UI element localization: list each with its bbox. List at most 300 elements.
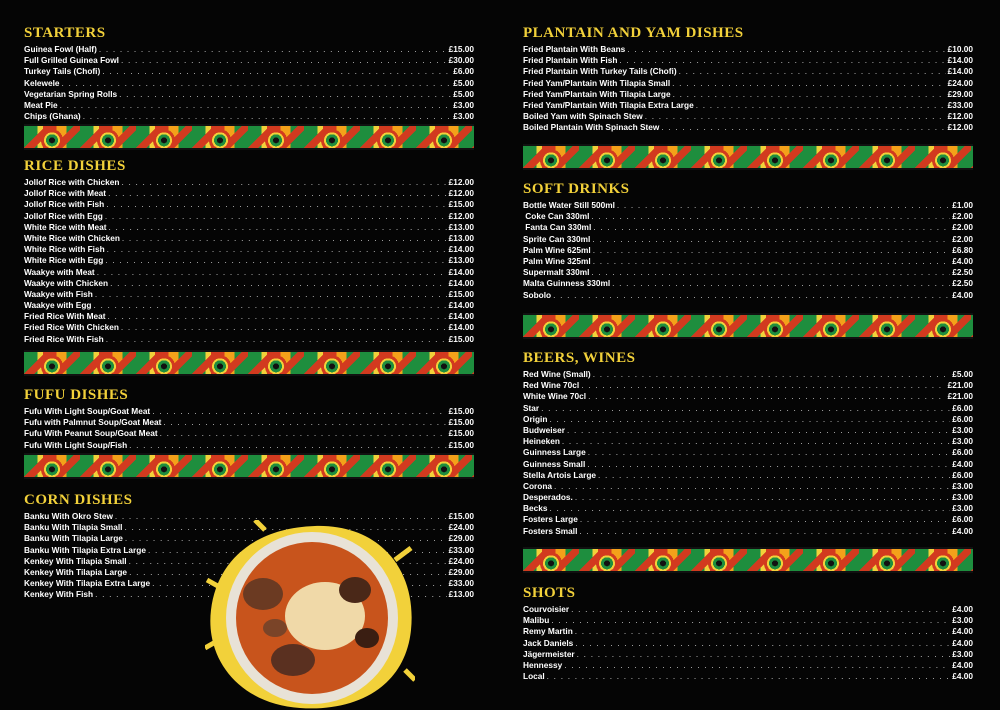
- menu-item-name: Boiled Yam with Spinach Stew: [523, 111, 643, 122]
- dot-leader: [619, 55, 945, 66]
- menu-item-name: Heineken: [523, 436, 560, 447]
- menu-item-name: White Rice with Egg: [24, 255, 104, 266]
- dot-leader: [554, 481, 950, 492]
- menu-item-price: £10.00: [947, 44, 973, 54]
- menu-item-name: Jollof Rice with Meat: [24, 188, 107, 199]
- menu-item-name: Malta Guinness 330ml: [523, 278, 611, 289]
- dot-leader: [564, 660, 950, 671]
- section-title: CORN DISHES: [24, 492, 133, 508]
- menu-item-name: Fufu with Palmnut Soup/Goat Meat: [24, 417, 162, 428]
- menu-item-row: [24, 322, 474, 333]
- menu-item-row: [24, 222, 474, 233]
- dot-leader: [593, 369, 951, 380]
- menu-item-row: [24, 89, 474, 100]
- menu-item-price: £4.00: [952, 255, 973, 266]
- menu-item-price: £14.00: [448, 300, 474, 311]
- menu-list: [24, 177, 474, 345]
- menu-item-price: £6.80: [952, 244, 973, 255]
- menu-item-row: [523, 604, 973, 615]
- dot-leader: [122, 233, 447, 244]
- kente-pattern-divider: [24, 124, 474, 150]
- menu-item-name: Fried Yam/Plantain With Tilapia Small: [523, 77, 671, 88]
- menu-item-price: £4.00: [952, 604, 973, 614]
- menu-item-price: £14.00: [947, 55, 973, 66]
- menu-item-name: Meat Pie: [24, 99, 58, 110]
- menu-item-name: Jollof Rice with Egg: [24, 210, 103, 221]
- menu-item-row: [24, 267, 474, 278]
- dot-leader: [121, 322, 447, 333]
- menu-item-price: £12.00: [448, 177, 474, 187]
- menu-item-name: Boiled Plantain With Spinach Stew: [523, 122, 660, 133]
- menu-item-price: £6.00: [952, 514, 973, 525]
- menu-item-row: [24, 211, 474, 222]
- dot-leader: [108, 188, 447, 199]
- menu-item-name: Star: [523, 402, 540, 413]
- menu-item-price: £14.00: [448, 266, 474, 277]
- menu-item-price: £15.00: [448, 417, 474, 428]
- dot-leader: [108, 311, 447, 322]
- menu-item-price: £15.00: [448, 428, 474, 439]
- dot-leader: [99, 44, 447, 55]
- dot-leader: [580, 514, 950, 525]
- menu-item-price: £15.00: [448, 333, 474, 344]
- menu-item-row: [523, 222, 973, 233]
- menu-item-price: £13.00: [448, 232, 474, 243]
- menu-item-price: £33.00: [448, 544, 474, 555]
- section-title: RICE DISHES: [24, 158, 126, 174]
- menu-item-price: £24.00: [448, 555, 474, 566]
- menu-item-price: £6.00: [952, 413, 973, 424]
- menu-item-row: [24, 199, 474, 210]
- menu-item-price: £5.00: [453, 77, 474, 88]
- menu-item-row: [523, 111, 973, 122]
- menu-item-price: £4.00: [952, 626, 973, 637]
- menu-item-price: £5.00: [952, 369, 973, 379]
- menu-item-name: Fufu With Light Soup/Fish: [24, 439, 128, 450]
- menu-item-name: Jollof Rice with Fish: [24, 199, 105, 210]
- dot-leader: [661, 122, 945, 133]
- menu-item-price: £6.00: [952, 447, 973, 458]
- menu-item-price: £3.00: [952, 615, 973, 626]
- menu-item-row: [523, 526, 973, 537]
- menu-item-price: £4.00: [952, 525, 973, 536]
- menu-item-name: Fufu With Peanut Soup/Goat Meat: [24, 428, 158, 439]
- menu-item-name: Hennessy: [523, 659, 563, 670]
- menu-item-price: £2.00: [952, 233, 973, 244]
- section-title: SHOTS: [523, 585, 576, 601]
- menu-item-price: £2.00: [952, 211, 973, 222]
- menu-item-price: £3.00: [952, 503, 973, 514]
- menu-item-row: [24, 100, 474, 111]
- beers-wines-section: [523, 349, 973, 537]
- menu-item-name: Fried Plantain With Beans: [523, 44, 626, 54]
- menu-item-price: £13.00: [448, 221, 474, 232]
- menu-item-price: £29.00: [947, 88, 973, 99]
- menu-item-price: £14.00: [448, 244, 474, 255]
- soft-drinks-section: [523, 180, 973, 301]
- rice-dishes-section: [24, 157, 474, 345]
- dot-leader: [581, 380, 945, 391]
- menu-item-name: Coke Can 330ml: [523, 211, 590, 222]
- menu-item-name: Bottle Water Still 500ml: [523, 200, 615, 210]
- menu-item-price: £15.00: [448, 199, 474, 210]
- menu-item-price: £6.00: [453, 66, 474, 77]
- menu-item-price: £14.00: [947, 66, 973, 77]
- menu-item-price: £4.00: [952, 289, 973, 300]
- dot-leader: [102, 66, 451, 77]
- menu-item-price: £6.00: [952, 469, 973, 480]
- menu-item-row: [24, 44, 474, 55]
- menu-item-row: [24, 334, 474, 345]
- dot-leader: [575, 492, 950, 503]
- menu-item-price: £15.00: [448, 511, 474, 521]
- menu-item-row: [523, 290, 973, 301]
- menu-list: [523, 604, 973, 682]
- dot-leader: [579, 526, 950, 537]
- menu-item-price: £21.00: [947, 380, 973, 391]
- menu-item-name: White Rice with Chicken: [24, 232, 120, 243]
- menu-item-row: [523, 122, 973, 133]
- menu-item-price: £4.00: [952, 637, 973, 648]
- menu-item-name: Waakye with Fish: [24, 288, 93, 299]
- menu-item-name: Origin: [523, 413, 548, 424]
- menu-item-name: Fufu With Light Soup/Goat Meat: [24, 406, 151, 416]
- dot-leader: [553, 290, 950, 301]
- menu-item-name: Fried Rice With Fish: [24, 333, 104, 344]
- dot-leader: [152, 406, 446, 417]
- menu-item-price: £3.00: [952, 480, 973, 491]
- menu-item-row: [24, 177, 474, 188]
- menu-item-price: £4.00: [952, 659, 973, 670]
- dot-leader: [593, 222, 950, 233]
- menu-item-price: £2.00: [952, 222, 973, 233]
- menu-item-row: [24, 311, 474, 322]
- kente-pattern-divider: [24, 350, 474, 376]
- menu-item-price: £6.00: [952, 402, 973, 413]
- menu-item-name: Becks: [523, 503, 548, 514]
- dot-leader: [551, 615, 950, 626]
- menu-item-row: [24, 417, 474, 428]
- dot-leader: [571, 604, 950, 615]
- menu-item-row: [523, 481, 973, 492]
- menu-item-name: Guinea Fowl (Half): [24, 44, 97, 54]
- menu-item-row: [523, 459, 973, 470]
- menu-item-price: £12.00: [448, 188, 474, 199]
- menu-item-price: £13.00: [448, 255, 474, 266]
- menu-item-name: Desperados.: [523, 492, 573, 503]
- menu-item-name: Fosters Large: [523, 514, 578, 525]
- menu-item-price: £5.00: [453, 88, 474, 99]
- menu-list: [523, 369, 973, 537]
- menu-item-name: Kelewele: [24, 77, 60, 88]
- menu-item-price: £12.00: [947, 111, 973, 122]
- dot-leader: [593, 256, 951, 267]
- menu-item-row: [523, 245, 973, 256]
- menu-item-name: Jägermeister: [523, 648, 575, 659]
- menu-item-row: [523, 211, 973, 222]
- dot-leader: [562, 436, 950, 447]
- dot-leader: [60, 100, 452, 111]
- dot-leader: [83, 111, 452, 122]
- kente-pattern-divider: [523, 144, 973, 170]
- menu-item-name: Waakye with Chicken: [24, 277, 109, 288]
- menu-item-row: [523, 89, 973, 100]
- menu-item-name: Palm Wine 325ml: [523, 255, 591, 266]
- menu-item-row: [523, 55, 973, 66]
- dot-leader: [93, 300, 446, 311]
- menu-item-row: [523, 380, 973, 391]
- section-title: FUFU DISHES: [24, 387, 129, 403]
- dot-leader: [627, 44, 945, 55]
- menu-item-name: Supermalt 330ml: [523, 267, 590, 278]
- menu-item-row: [523, 44, 973, 55]
- dot-leader: [549, 414, 950, 425]
- menu-item-price: £24.00: [947, 77, 973, 88]
- plantain-yam-section: [523, 24, 973, 134]
- menu-item-price: £4.00: [952, 671, 973, 682]
- section-title: BEERS, WINES: [523, 350, 636, 366]
- dot-leader: [612, 278, 950, 289]
- menu-item-row: [523, 626, 973, 637]
- menu-item-name: Sprite Can 330ml: [523, 233, 591, 244]
- menu-item-row: [24, 78, 474, 89]
- dot-leader: [160, 428, 447, 439]
- menu-item-row: [523, 638, 973, 649]
- menu-item-row: [523, 256, 973, 267]
- menu-item-row: [523, 100, 973, 111]
- dot-leader: [62, 78, 452, 89]
- dot-leader: [575, 626, 950, 637]
- menu-item-row: [523, 514, 973, 525]
- menu-list: [523, 200, 973, 301]
- menu-item-row: [24, 289, 474, 300]
- menu-item-price: £3.00: [952, 492, 973, 503]
- menu-item-row: [24, 244, 474, 255]
- menu-item-price: £30.00: [448, 55, 474, 66]
- menu-list: [24, 406, 474, 451]
- menu-item-name: Banku With Tilapia Extra Large: [24, 544, 146, 555]
- menu-item-row: [523, 470, 973, 481]
- menu-item-row: [24, 428, 474, 439]
- dot-leader: [617, 200, 950, 211]
- dot-leader: [577, 649, 951, 660]
- menu-item-name: Fried Plantain With Fish: [523, 55, 618, 66]
- menu-item-name: Courvoisier: [523, 604, 570, 614]
- dot-leader: [95, 289, 447, 300]
- menu-item-name: Guinness Small: [523, 458, 586, 469]
- menu-item-row: [523, 267, 973, 278]
- menu-item-row: [523, 278, 973, 289]
- menu-item-name: Kenkey With Tilapia Large: [24, 566, 128, 577]
- menu-item-row: [24, 66, 474, 77]
- menu-list: [24, 44, 474, 122]
- menu-item-price: £12.00: [947, 122, 973, 133]
- menu-item-name: Malibu: [523, 615, 550, 626]
- dot-leader: [129, 440, 446, 451]
- menu-item-name: Banku With Tilapia Large: [24, 533, 123, 544]
- menu-item-name: Sobolo: [523, 289, 552, 300]
- dot-leader: [587, 459, 950, 470]
- menu-item-row: [523, 369, 973, 380]
- starters-section: [24, 24, 474, 122]
- kente-pattern-divider: [523, 547, 973, 573]
- menu-item-name: Fanta Can 330ml: [523, 222, 592, 233]
- menu-item-name: White Wine 70cl: [523, 391, 587, 402]
- menu-item-price: £33.00: [448, 578, 474, 589]
- dot-leader: [588, 447, 951, 458]
- menu-item-row: [523, 414, 973, 425]
- menu-item-price: £3.00: [453, 111, 474, 122]
- menu-item-row: [24, 406, 474, 417]
- menu-item-name: Guinness Large: [523, 447, 586, 458]
- menu-item-name: Jollof Rice with Chicken: [24, 177, 120, 187]
- dot-leader: [547, 671, 951, 682]
- menu-item-row: [24, 300, 474, 311]
- menu-item-name: Jack Daniels: [523, 637, 574, 648]
- menu-item-price: £2.50: [952, 278, 973, 289]
- dot-leader: [593, 245, 951, 256]
- menu-list: [523, 44, 973, 134]
- menu-item-row: [523, 436, 973, 447]
- menu-item-price: £13.00: [448, 589, 474, 600]
- menu-item-name: Kenkey With Tilapia Small: [24, 555, 127, 566]
- menu-item-name: Waakye with Meat: [24, 266, 95, 277]
- dot-leader: [679, 66, 946, 77]
- dot-leader: [591, 211, 950, 222]
- kente-pattern-divider: [523, 313, 973, 339]
- dot-leader: [696, 100, 946, 111]
- fufu-dishes-section: [24, 386, 474, 451]
- dot-leader: [567, 425, 950, 436]
- dot-leader: [575, 638, 950, 649]
- menu-item-name: Chips (Ghana): [24, 111, 81, 122]
- menu-item-name: Fried Yam/Plantain With Tilapia Extra Large: [523, 99, 694, 110]
- menu-item-price: £15.00: [448, 439, 474, 450]
- menu-item-name: Kenkey With Tilapia Extra Large: [24, 578, 151, 589]
- menu-item-name: Red Wine 70cl: [523, 380, 580, 391]
- menu-item-price: £15.00: [448, 406, 474, 416]
- menu-item-name: Turkey Tails (Chofi): [24, 66, 101, 77]
- dot-leader: [110, 278, 447, 289]
- menu-item-name: Fried Rice With Meat: [24, 311, 106, 322]
- menu-item-price: £3.00: [453, 99, 474, 110]
- menu-item-price: £21.00: [947, 391, 973, 402]
- menu-item-price: £14.00: [448, 277, 474, 288]
- dot-leader: [97, 267, 447, 278]
- dot-leader: [541, 403, 950, 414]
- menu-item-price: £14.00: [448, 311, 474, 322]
- menu-item-row: [24, 255, 474, 266]
- menu-item-name: Waakye with Egg: [24, 300, 92, 311]
- dot-leader: [549, 503, 950, 514]
- dot-leader: [121, 177, 446, 188]
- menu-item-name: Palm Wine 625ml: [523, 244, 591, 255]
- menu-item-row: [523, 403, 973, 414]
- menu-item-price: £12.00: [448, 210, 474, 221]
- dot-leader: [105, 255, 446, 266]
- menu-item-name: Stella Artois Large: [523, 469, 597, 480]
- menu-item-row: [24, 278, 474, 289]
- menu-item-price: £14.00: [448, 322, 474, 333]
- menu-item-name: Banku With Okro Stew: [24, 511, 113, 521]
- dot-leader: [673, 89, 946, 100]
- dot-leader: [119, 89, 451, 100]
- menu-item-name: Budweiser: [523, 424, 565, 435]
- menu-item-row: [523, 78, 973, 89]
- menu-item-name: Fried Plantain With Turkey Tails (Chofi): [523, 66, 677, 77]
- menu-item-row: [523, 671, 973, 682]
- menu-item-row: [523, 200, 973, 211]
- menu-item-row: [523, 234, 973, 245]
- section-title: SOFT DRINKS: [523, 181, 630, 197]
- menu-item-name: Banku With Tilapia Small: [24, 522, 123, 533]
- menu-item-price: £4.00: [952, 458, 973, 469]
- menu-item-price: £3.00: [952, 424, 973, 435]
- menu-item-name: Remy Martin: [523, 626, 573, 637]
- menu-item-row: [24, 233, 474, 244]
- menu-item-name: Fried Yam/Plantain With Tilapia Large: [523, 88, 671, 99]
- menu-item-row: [24, 188, 474, 199]
- menu-item-price: £15.00: [448, 44, 474, 54]
- menu-item-price: £2.50: [952, 267, 973, 278]
- dot-leader: [592, 234, 950, 245]
- section-title: STARTERS: [24, 25, 106, 41]
- menu-item-name: White Rice with Fish: [24, 244, 105, 255]
- menu-item-row: [24, 440, 474, 451]
- dot-leader: [588, 391, 946, 402]
- dot-leader: [105, 211, 447, 222]
- menu-item-name: Corona: [523, 480, 553, 491]
- menu-item-price: £1.00: [952, 200, 973, 210]
- dot-leader: [163, 417, 446, 428]
- section-title: PLANTAIN AND YAM DISHES: [523, 25, 744, 41]
- dot-leader: [121, 55, 447, 66]
- menu-item-row: [24, 111, 474, 122]
- menu-item-row: [523, 391, 973, 402]
- menu-item-name: Fosters Small: [523, 525, 578, 536]
- menu-item-row: [523, 66, 973, 77]
- menu-item-price: £29.00: [448, 566, 474, 577]
- menu-item-name: White Rice with Meat: [24, 221, 107, 232]
- menu-item-name: Local: [523, 671, 545, 682]
- menu-item-price: £33.00: [947, 99, 973, 110]
- menu-item-price: £3.00: [952, 436, 973, 447]
- menu-item-row: [523, 660, 973, 671]
- menu-item-row: [523, 615, 973, 626]
- menu-item-price: £24.00: [448, 522, 474, 533]
- menu-item-row: [24, 55, 474, 66]
- dot-leader: [672, 78, 945, 89]
- menu-item-name: Fried Rice With Chicken: [24, 322, 119, 333]
- menu-item-name: Vegetarian Spring Rolls: [24, 88, 118, 99]
- menu-item-name: Full Grilled Guinea Fowl: [24, 55, 119, 66]
- dot-leader: [106, 334, 447, 345]
- menu-item-price: £15.00: [448, 288, 474, 299]
- soup-bowl-photo-icon: [205, 520, 415, 710]
- dot-leader: [645, 111, 946, 122]
- dot-leader: [109, 222, 447, 233]
- menu-item-row: [523, 447, 973, 458]
- menu-item-row: [523, 649, 973, 660]
- menu-item-row: [523, 425, 973, 436]
- menu-item-name: Kenkey With Fish: [24, 589, 94, 600]
- shots-section: [523, 584, 973, 682]
- dot-leader: [106, 199, 446, 210]
- menu-item-name: Red Wine (Small): [523, 369, 591, 379]
- dot-leader: [591, 267, 950, 278]
- menu-item-price: £29.00: [448, 533, 474, 544]
- kente-pattern-divider: [24, 453, 474, 479]
